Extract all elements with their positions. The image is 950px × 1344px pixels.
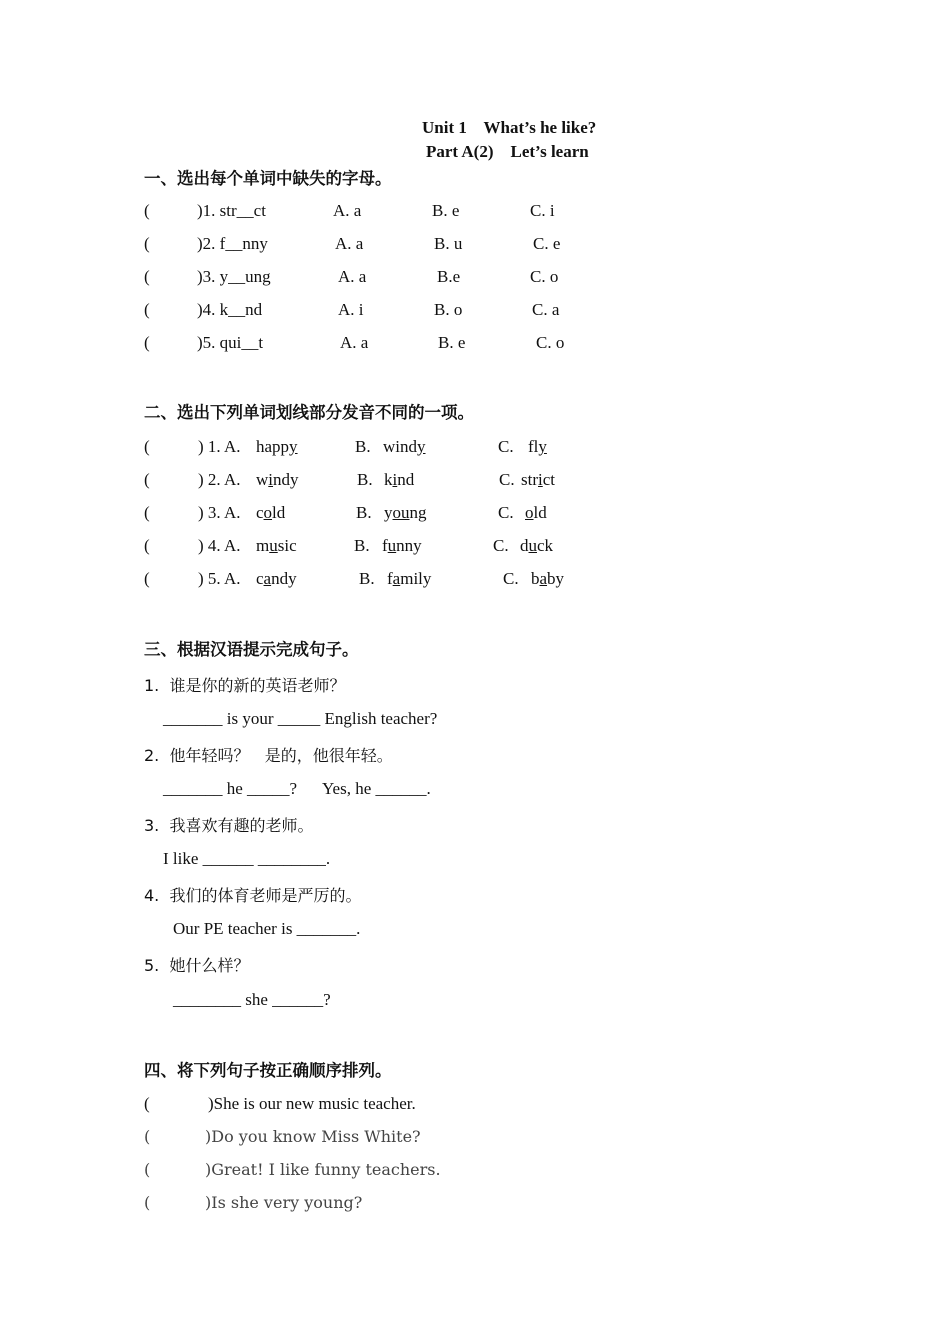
option-c-word: baby: [531, 569, 565, 588]
chinese-prompt: 3. 我喜欢有趣的老师。: [144, 816, 314, 835]
question-number: ) 1. A.: [198, 437, 241, 456]
answer-paren: (: [144, 1193, 151, 1212]
section1-heading: 一、选出每个单词中缺失的字母。: [144, 169, 392, 188]
option-a: A. a: [340, 333, 369, 352]
english-blank-sentence: ________ she ______?: [173, 990, 331, 1009]
option-b-label: B.: [359, 569, 375, 588]
answer-paren: (: [144, 1160, 151, 1179]
answer-paren: (: [144, 333, 150, 352]
answer-paren: (: [144, 503, 150, 522]
option-b-label: B.: [356, 503, 372, 522]
answer-paren: (: [144, 536, 150, 555]
option-a-word: windy: [256, 470, 299, 489]
answer-paren: (: [144, 300, 150, 319]
page-subtitle: Part A(2) Let’s learn: [426, 142, 589, 161]
option-b-word: young: [384, 503, 427, 522]
chinese-prompt: 4. 我们的体育老师是严厉的。: [144, 886, 362, 905]
section3-heading: 三、根据汉语提示完成句子。: [144, 640, 359, 659]
option-b-word: family: [387, 569, 432, 588]
chinese-prompt: 2. 他年轻吗？ 是的，他很年轻。: [144, 746, 393, 765]
english-blank-sentence: _______ he _____? Yes, he ______.: [163, 779, 431, 798]
question-number: ) 3. A.: [198, 503, 241, 522]
option-a: A. a: [338, 267, 367, 286]
option-a-word: cold: [256, 503, 286, 522]
question-number: ) 4. A.: [198, 536, 241, 555]
option-b: B.e: [437, 267, 461, 286]
question-word: )4. k__nd: [197, 300, 263, 319]
option-a: A. a: [333, 201, 362, 220]
question-word: )2. f__nny: [197, 234, 268, 253]
option-b-label: B.: [357, 470, 373, 489]
option-a-word: happy: [256, 437, 298, 456]
answer-paren: (: [144, 201, 150, 220]
option-c-label: C.: [499, 470, 515, 489]
answer-paren: (: [144, 437, 150, 456]
option-c-word: duck: [520, 536, 554, 555]
question-word: )1. str__ct: [197, 201, 266, 220]
option-c-label: C.: [503, 569, 519, 588]
chinese-prompt: 5. 她什么样？: [144, 956, 250, 975]
option-c-label: C.: [498, 503, 514, 522]
option-c: C. e: [533, 234, 561, 253]
option-c-word: fly: [528, 437, 547, 456]
answer-paren: (: [144, 267, 150, 286]
section2-heading: 二、选出下列单词划线部分发音不同的一项。: [144, 403, 474, 422]
page-title: Unit 1 What’s he like?: [422, 118, 597, 137]
question-word: )5. qui__t: [197, 333, 264, 352]
option-c-word: old: [525, 503, 547, 522]
option-c-label: C.: [493, 536, 509, 555]
answer-paren: (: [144, 569, 150, 588]
option-b-word: windy: [383, 437, 426, 456]
option-b-word: kind: [384, 470, 415, 489]
option-b: B. u: [434, 234, 463, 253]
order-sentence: )Is she very young?: [205, 1193, 363, 1212]
option-b: B. e: [432, 201, 460, 220]
section4-heading: 四、将下列句子按正确顺序排列。: [144, 1061, 392, 1080]
question-number: ) 2. A.: [198, 470, 241, 489]
option-c: C. i: [530, 201, 555, 220]
option-c-label: C.: [498, 437, 514, 456]
option-a: A. a: [335, 234, 364, 253]
answer-paren: (: [144, 470, 150, 489]
option-a-word: music: [256, 536, 297, 555]
option-c: C. a: [532, 300, 560, 319]
option-b: B. o: [434, 300, 463, 319]
english-blank-sentence: Our PE teacher is _______.: [173, 919, 361, 938]
option-b: B. e: [438, 333, 466, 352]
answer-paren: (: [144, 1127, 151, 1146]
option-b-label: B.: [355, 437, 371, 456]
chinese-prompt: 1. 谁是你的新的英语老师？: [144, 676, 346, 695]
option-b-word: funny: [382, 536, 422, 555]
order-sentence: )Great! I like funny teachers.: [205, 1160, 441, 1179]
english-blank-sentence: _______ is your _____ English teacher?: [163, 709, 438, 728]
english-blank-sentence: I like ______ ________.: [163, 849, 331, 868]
option-b-label: B.: [354, 536, 370, 555]
option-a-word: candy: [256, 569, 297, 588]
option-c-word: strict: [521, 470, 556, 489]
option-c: C. o: [530, 267, 559, 286]
order-sentence: )She is our new music teacher.: [208, 1094, 416, 1113]
answer-paren: (: [144, 234, 150, 253]
option-c: C. o: [536, 333, 565, 352]
question-number: ) 5. A.: [198, 569, 241, 588]
question-word: )3. y__ung: [197, 267, 271, 286]
option-a: A. i: [338, 300, 364, 319]
order-sentence: )Do you know Miss White?: [205, 1127, 421, 1146]
answer-paren: (: [144, 1094, 150, 1113]
